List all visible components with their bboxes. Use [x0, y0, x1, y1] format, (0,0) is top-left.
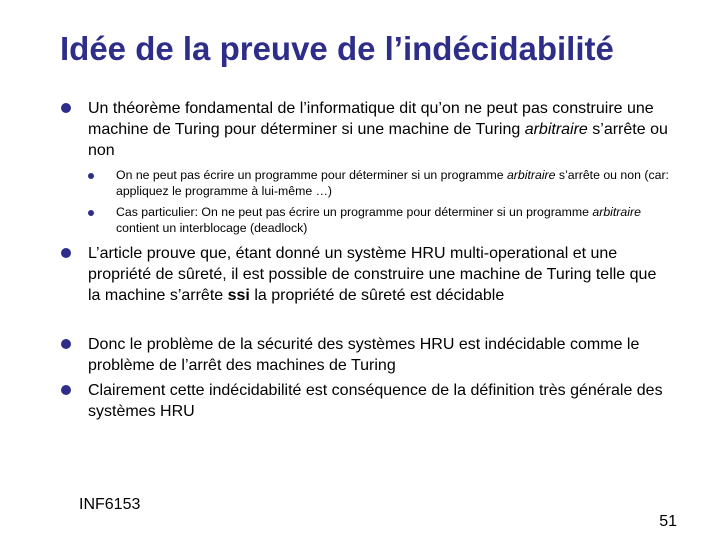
slide-title: Idée de la preuve de l’indécidabilité — [60, 30, 614, 67]
page-number: 51 — [659, 513, 677, 530]
subbullet-text — [116, 167, 676, 199]
text-run-italic: arbitraire — [524, 121, 588, 138]
text-run: Donc le problème de la sécurité des systèmes HRU est indécidable comme le problème de l’arrêt des machines de Turing — [88, 336, 640, 374]
bullet-dot-icon — [61, 248, 71, 258]
text-run-italic: arbitraire — [592, 205, 641, 219]
subbullet-dot-icon — [88, 173, 94, 179]
subbullet-text — [116, 204, 676, 236]
text-run: On ne peut pas écrire un programme pour déterminer si un programme — [116, 168, 507, 182]
text-run: Clairement cette indécidabilité est conséquence de la définition très générale des systèmes HRU — [88, 382, 663, 420]
text-run: s’arrête ou non (car: appliquez le programme à lui-même …) — [116, 168, 669, 198]
bullet-text — [88, 334, 668, 376]
bullet-dot-icon — [61, 103, 71, 113]
text-run-bold: ssi — [227, 287, 250, 304]
subbullet-dot-icon — [88, 210, 94, 216]
bullet-text — [88, 98, 668, 161]
text-run: Cas particulier: On ne peut pas écrire un programme pour déterminer si un programme — [116, 205, 593, 219]
text-run: contient un interblocage (deadlock) — [116, 221, 308, 235]
bullet-text — [88, 243, 668, 306]
text-run: Un théorème fondamental de l’informatique dit qu’on ne peut pas construire une machine de Turing pour déterminer si une machine de Turing — [88, 100, 654, 138]
bullet-dot-icon — [61, 385, 71, 395]
course-code: INF6153 — [79, 496, 141, 513]
text-run: L’article prouve que, étant donné un système HRU multi-operational et une propriété de sûreté, il est possible de construire une machine de Turing telle que la machine s’arrête — [88, 245, 657, 304]
text-run: la propriété de sûreté est décidable — [249, 287, 505, 304]
text-run-italic: arbitraire — [506, 168, 556, 182]
bullet-text — [88, 380, 668, 422]
bullet-dot-icon — [61, 339, 71, 349]
text-run: s’arrête ou non — [88, 121, 668, 159]
